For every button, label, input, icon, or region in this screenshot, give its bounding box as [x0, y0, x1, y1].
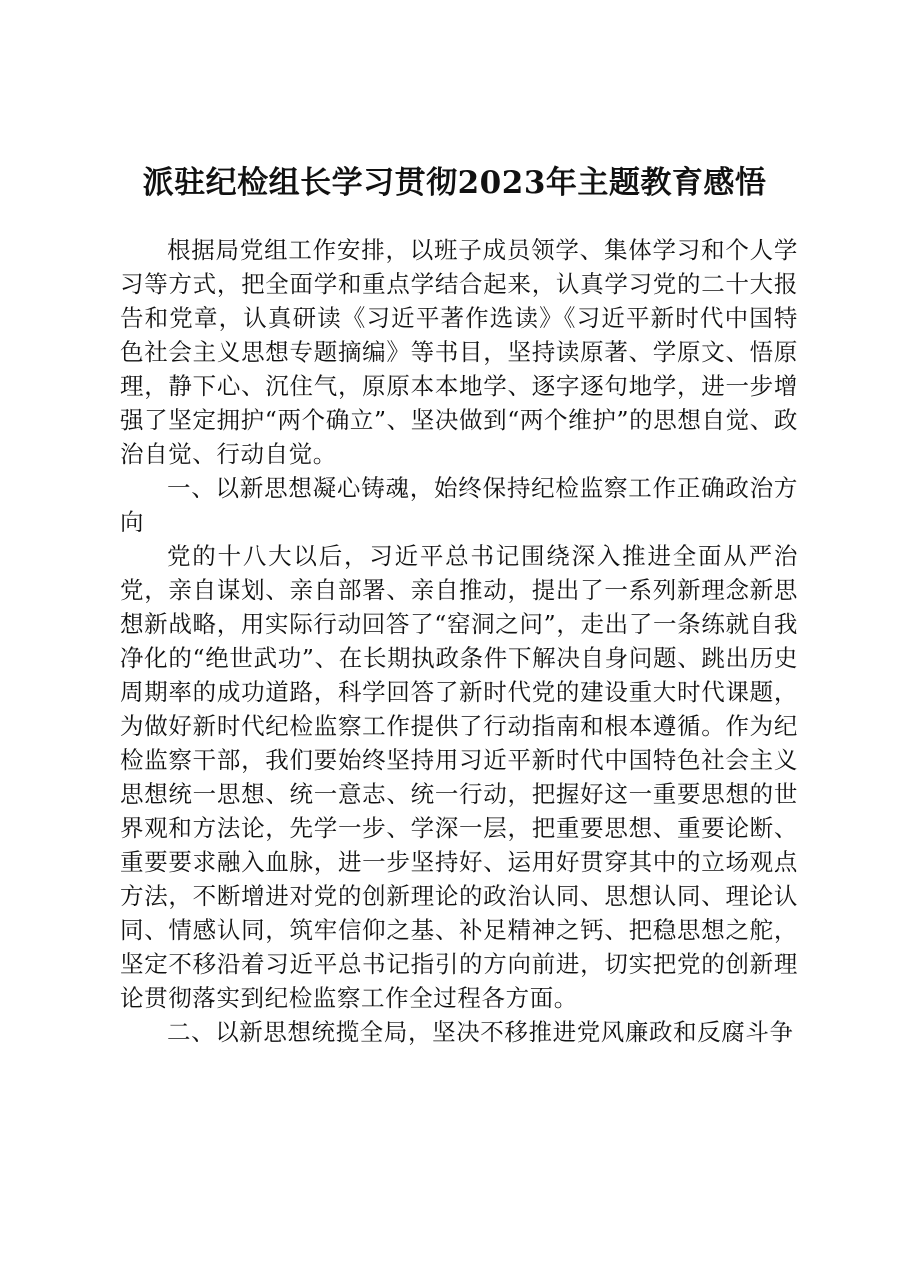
document-body: [120, 233, 798, 1049]
section-heading-2: 二、以新思想统揽全局，坚决不移推进党风廉政和反腐斗争: [167, 1018, 794, 1046]
intro-paragraph: 根据局党组工作安排，以班子成员领学、集体学习和个人学习等方式，把全面学和重点学结合起来，认真学习党的二十大报告和党章，认真研读《习近平著作选读》《习近平新时代中国特色社会主义思想专题摘编》等书目，坚持读原著、学原文、悟原理，静下心、沉住气，原原本本地学、逐字逐句地学，进一步增强了坚定拥护“两个确立”、坚决做到“两个维护”的思想自觉、政治自觉、行动自觉。: [120, 236, 798, 468]
section-1-paragraph: 党的十八大以后，习近平总书记围绕深入推进全面从严治党，亲自谋划、亲自部署、亲自推动，提出了一系列新理念新思想新战略，用实际行动回答了“窑洞之问”，走出了一条练就自我净化的“绝世武功”、在长期执政条件下解决自身问题、跳出历史周期率的成功道路，科学回答了新时代党的建设重大时代课题，为做好新时代纪检监察工作提供了行动指南和根本遵循。作为纪检监察干部，我们要始终坚持用习近平新时代中国特色社会主义思想统一思想、统一意志、统一行动，把握好这一重要思想的世界观和方法论，先学一步、学深一层，把重要思想、重要论断、重要要求融入血脉，进一步坚持好、运用好贯穿其中的立场观点方法，不断增进对党的创新理论的政治认同、思想认同、理论认同、情感认同，筑牢信仰之基、补足精神之钙、把稳思想之舵，坚定不移沿着习近平总书记指引的方向前进，切实把党的创新理论贯彻落实到纪检监察工作全过程各方面。: [120, 542, 798, 1012]
document-title: 派驻纪检组长学习贯彻2023年主题教育感悟: [142, 165, 767, 201]
section-heading-1: 一、以新思想凝心铸魂，始终保持纪检监察工作正确政治方向: [120, 474, 798, 536]
